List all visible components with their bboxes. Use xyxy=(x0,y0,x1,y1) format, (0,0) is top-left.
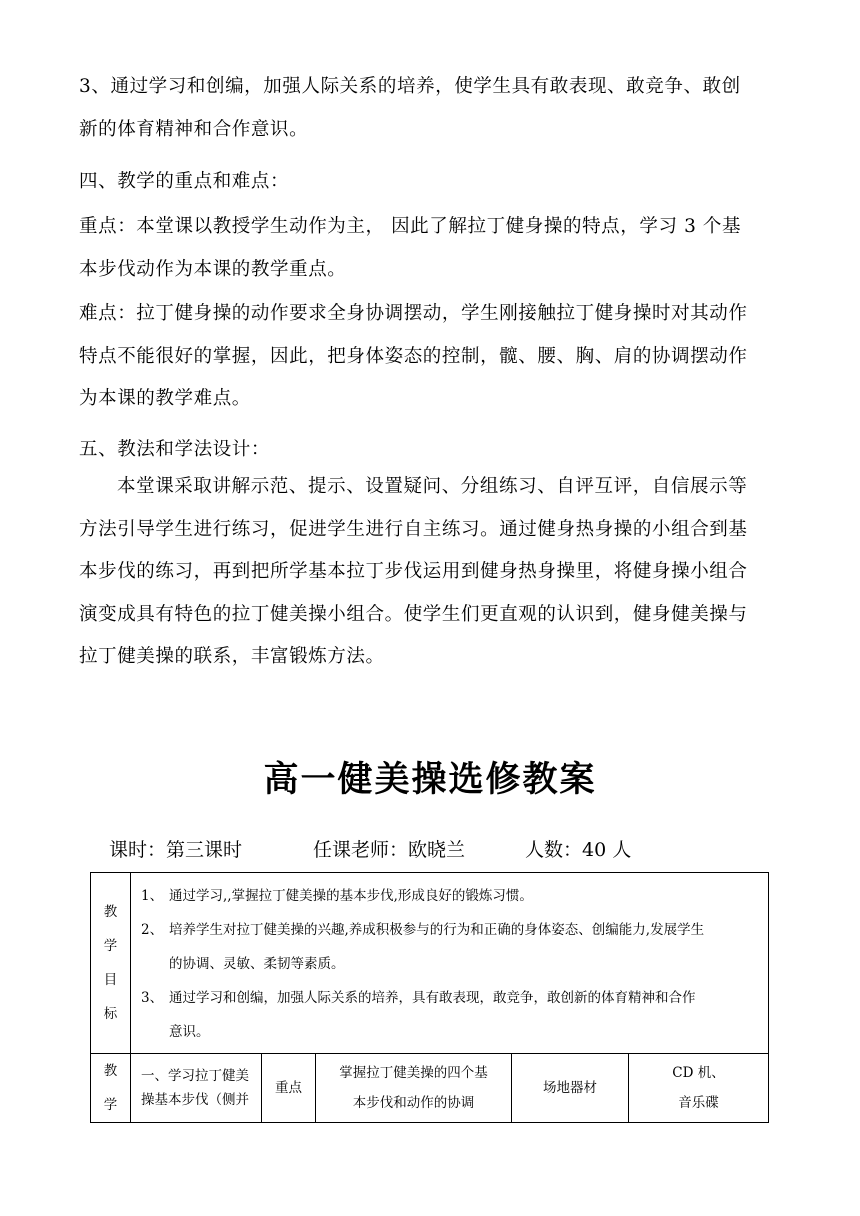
equipment-line: CD 机、 xyxy=(672,1065,725,1081)
goal-text-continued: 的协调、灵敏、柔韧等素质。 xyxy=(169,956,345,972)
goal-item-3 xyxy=(141,981,760,1049)
goal-number: 1、 xyxy=(141,888,164,904)
equipment-cell xyxy=(629,1054,769,1123)
goals-content-cell xyxy=(131,873,769,1054)
content-row xyxy=(91,1054,769,1123)
text-line: 方法引导学生进行练习，促进学生进行自主练习。通过健身热身操的小组合到基 xyxy=(79,518,748,540)
text-line: 重点：本堂课以教授学生动作为主， 因此了解拉丁健身操的特点，学习 3 个基 xyxy=(79,216,742,237)
goal-number: 3、 xyxy=(141,990,164,1006)
label-char: 学 xyxy=(103,1097,118,1113)
text-line: 特点不能很好的掌握，因此，把身体姿态的控制，髋、腰、胸、肩的协调摆动作 xyxy=(79,345,748,367)
lesson-plan-table xyxy=(90,872,769,1123)
key-line: 本步伐和动作的协调 xyxy=(352,1095,475,1111)
label-char: 教 xyxy=(103,904,118,920)
goals-row xyxy=(91,873,769,1054)
label-char: 目 xyxy=(103,972,118,988)
lesson-period: 课时：第三课时 xyxy=(109,839,243,861)
teacher-name: 任课老师：欧晓兰 xyxy=(313,839,466,861)
goal-text-continued: 意识。 xyxy=(169,1024,210,1040)
venue-label-cell: 场地器材 xyxy=(512,1054,629,1123)
text-line: 演变成具有特色的拉丁健美操小组合。使学生们更直观的认识到，健身健美操与 xyxy=(79,603,748,625)
goals-label-cell xyxy=(91,873,131,1054)
content-label-cell xyxy=(91,1054,131,1123)
goal-text: 通过学习和创编，加强人际关系的培养，具有敢表现，敢竞争，敢创新的体育精神和合作 xyxy=(169,990,696,1006)
student-count: 人数：40 人 xyxy=(525,839,632,861)
goal-item-1 xyxy=(141,879,760,913)
text-line: 为本课的教学难点。 xyxy=(79,388,251,409)
text-line: 本堂课采取讲解示范、提示、设置疑问、分组练习、自评互评，自信展示等 xyxy=(117,476,748,497)
text-line: 新的体育精神和合作意识。 xyxy=(79,118,309,140)
label-char: 标 xyxy=(103,1006,118,1022)
lesson-plan-title: 高一健美操选修教案 xyxy=(263,760,597,800)
goal-number: 2、 xyxy=(141,922,164,938)
objective-3-paragraph xyxy=(79,66,781,151)
content-line: 操基本步伐（侧并 xyxy=(141,1092,249,1108)
difficulty-paragraph xyxy=(79,293,781,421)
text-line: 难点：拉丁健身操的动作要求全身协调摆动，学生刚接触拉丁健身操时对其动作 xyxy=(79,303,748,324)
key-content-cell xyxy=(316,1054,512,1123)
key-label-cell: 重点 xyxy=(262,1054,316,1123)
text-line: 3、通过学习和创编，加强人际关系的培养，使学生具有敢表现、敢竞争、敢创 xyxy=(79,76,741,97)
section-4-heading xyxy=(79,161,781,204)
goal-item-2 xyxy=(141,913,760,981)
goal-text: 通过学习,,掌握拉丁健美操的基本步伐,形成良好的锻炼习惯。 xyxy=(169,888,533,904)
key-points-paragraph xyxy=(79,206,781,291)
method-paragraph xyxy=(79,466,781,679)
content-line: 一、学习拉丁健美 xyxy=(141,1068,249,1084)
heading-text: 五、教法和学法设计： xyxy=(79,439,271,460)
text-line: 本步伐的练习，再到把所学基本拉丁步伐运用到健身热身操里，将健身操小组合 xyxy=(79,561,748,582)
goal-text: 培养学生对拉丁健美操的兴趣,养成积极参与的行为和正确的身体姿态、创编能力,发展学生 xyxy=(169,922,705,938)
content-cell xyxy=(131,1054,262,1123)
heading-text: 四、教学的重点和难点： xyxy=(79,171,290,192)
equipment-line: 音乐碟 xyxy=(678,1095,719,1111)
text-line: 本步伐动作为本课的教学重点。 xyxy=(79,258,347,280)
key-line: 掌握拉丁健美操的四个基 xyxy=(339,1065,488,1081)
label-char: 学 xyxy=(103,938,118,954)
text-line: 拉丁健美操的联系，丰富锻炼方法。 xyxy=(79,646,385,667)
label-char: 教 xyxy=(103,1063,118,1079)
